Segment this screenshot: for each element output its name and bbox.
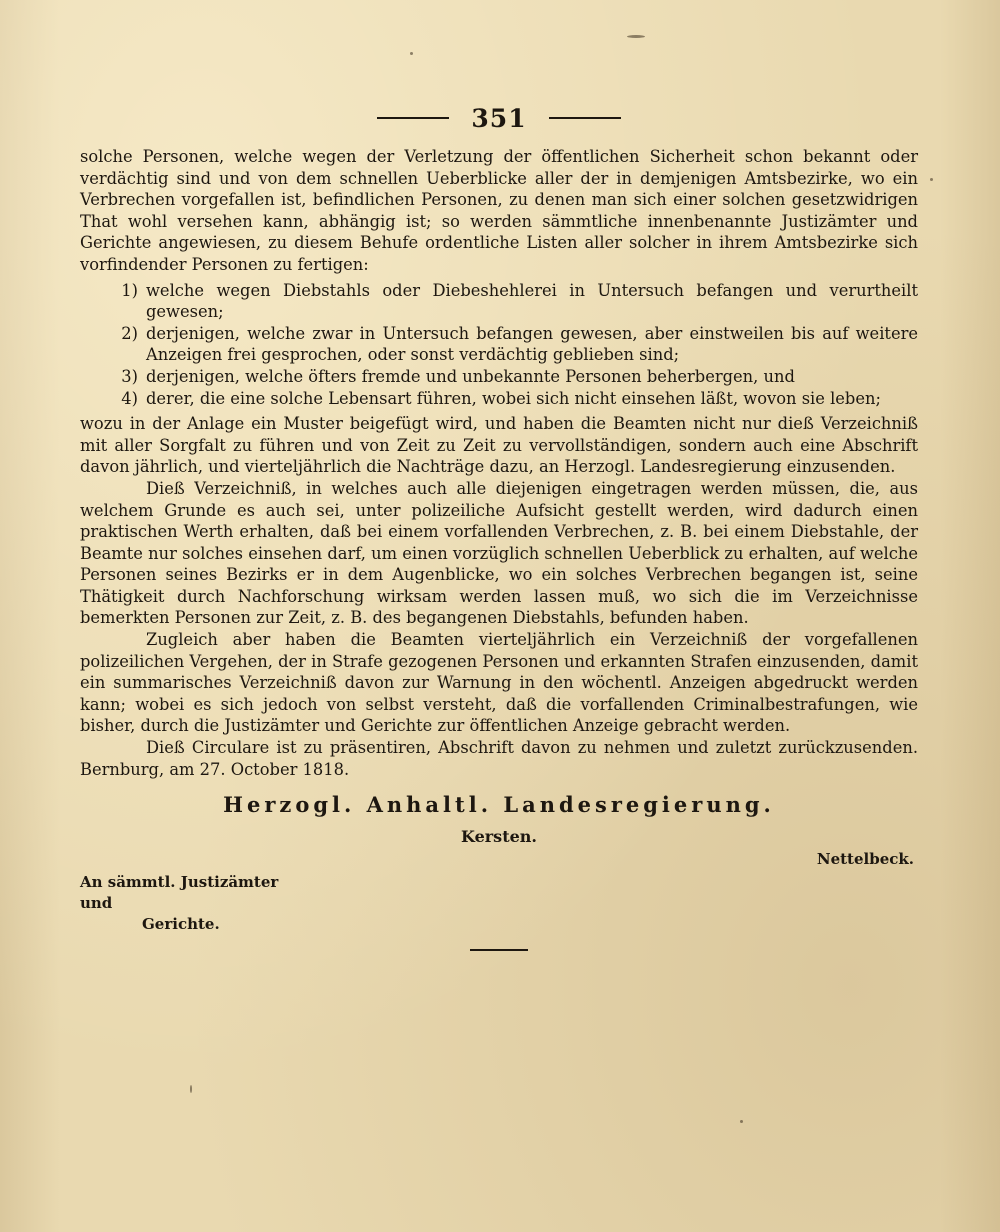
- document-body: [80, 146, 918, 951]
- list-item-number: 3): [121, 366, 138, 386]
- list-item: [80, 366, 918, 388]
- closing-rule: [470, 949, 528, 951]
- list-item-number: 1): [121, 280, 138, 300]
- intro-paragraph: solche Personen, welche wegen der Verletzung der öffentlichen Sicherheit schon bekannt oder verdächtig sind und von dem schnellen Ueberblicke aller der in demjenigen Amtsbezirke, wo ein Verbrechen vorgefallen ist, befindlichen Personen, zu denen man sich einer solchen gesetzwidrigen That wohl versehen kann, abhängig ist; so werden sämmtliche innenbenannte Justizämter und Gerichte angewiesen, zu diesem Behufe ordentliche Listen aller solcher in ihrem Amtsbezirke sich vorfindender Personen zu fertigen:: [80, 147, 918, 274]
- list-item-number: 2): [121, 323, 138, 343]
- authority-signoff: Herzogl. Anhaltl. Landesregierung.: [223, 792, 775, 818]
- paragraph-circular: Dieß Circulare ist zu präsentiren, Abschrift davon zu nehmen und zuletzt zurückzusenden. Bernburg, am 27. October 1818.: [80, 738, 918, 779]
- paragraph-quarterly: Zugleich aber haben die Beamten vierteljährlich ein Verzeichniß der vorgefallenen polizeilichen Vergehen, der in Strafe gezogenen Personen und erkannten Strafen einzusenden, damit ein summarisches Verzeichniß davon zur Warnung in den wöchentl. Anzeigen abgedruckt werden kann; wobei es sich jedoch von selbst versteht, daß die vorfallenden Criminalbestrafungen, wie bisher, durch die Justizämter und Gerichte zur öffentlichen Anzeige gebracht werden.: [80, 630, 918, 736]
- list-item-number: 4): [121, 388, 138, 408]
- paper-speck: [930, 178, 933, 181]
- signer-nettelbeck: Nettelbeck.: [816, 850, 914, 869]
- addressee-line: Gerichte.: [142, 915, 220, 934]
- document-page: [80, 0, 918, 1232]
- list-item-text: derjenigen, welche öfters fremde und unbekannte Personen beherbergen, und: [146, 366, 795, 386]
- list-item: [80, 388, 918, 410]
- list-item: [80, 323, 918, 366]
- list-item-text: welche wegen Diebstahls oder Diebeshehlerei in Untersuch befangen und verurtheilt gewesen;: [146, 280, 918, 322]
- paragraph-after-list: wozu in der Anlage ein Muster beigefügt wird, und haben die Beamten nicht nur dieß Verzeichniß mit aller Sorgfalt zu führen und von Zeit zu Zeit zu vervollständigen, sondern auch eine Abschrift davon jährlich, und vierteljährlich die Nachträge dazu, an Herzogl. Landesregierung einzusenden.: [80, 414, 918, 477]
- page-number: 351: [471, 103, 527, 133]
- header-rule-left: [377, 117, 449, 119]
- page-header: [80, 98, 918, 138]
- list-item-text: derer, die eine solche Lebensart führen, wobei sich nicht einsehen läßt, wovon sie leben;: [146, 388, 881, 408]
- addressee-line: An sämmtl. Justizämter und: [80, 873, 279, 913]
- addressee: [80, 872, 300, 935]
- list-item: [80, 280, 918, 323]
- signer-kersten: Kersten.: [461, 827, 537, 847]
- paragraph-register: Dieß Verzeichniß, in welches auch alle diejenigen eingetragen werden müssen, die, aus welchem Grunde es auch sei, unter polizeiliche Aufsicht gestellt werden, wird dadurch einen praktischen Werth erhalten, daß bei einem vorfallenden Verbrechen, z. B. bei einem Diebstahle, der Beamte nur solches einsehen darf, um einen vorzüglich schnellen Ueberblick zu erhalten, auf welche Personen seines Bezirks er in dem Augenblicke, wo ein solches Verbrechen begangen ist, seine Thätigkeit durch Nachforschung wirksam werden lassen muß, wo sich die im Verzeichnisse bemerkten Personen zur Zeit, z. B. des begangenen Diebstahls, befunden haben.: [80, 478, 918, 628]
- header-rule-right: [549, 117, 621, 119]
- list-item-text: derjenigen, welche zwar in Untersuch befangen gewesen, aber einstweilen bis auf weitere Anzeigen frei gesprochen, oder sonst verdächtig geblieben sind;: [146, 323, 918, 365]
